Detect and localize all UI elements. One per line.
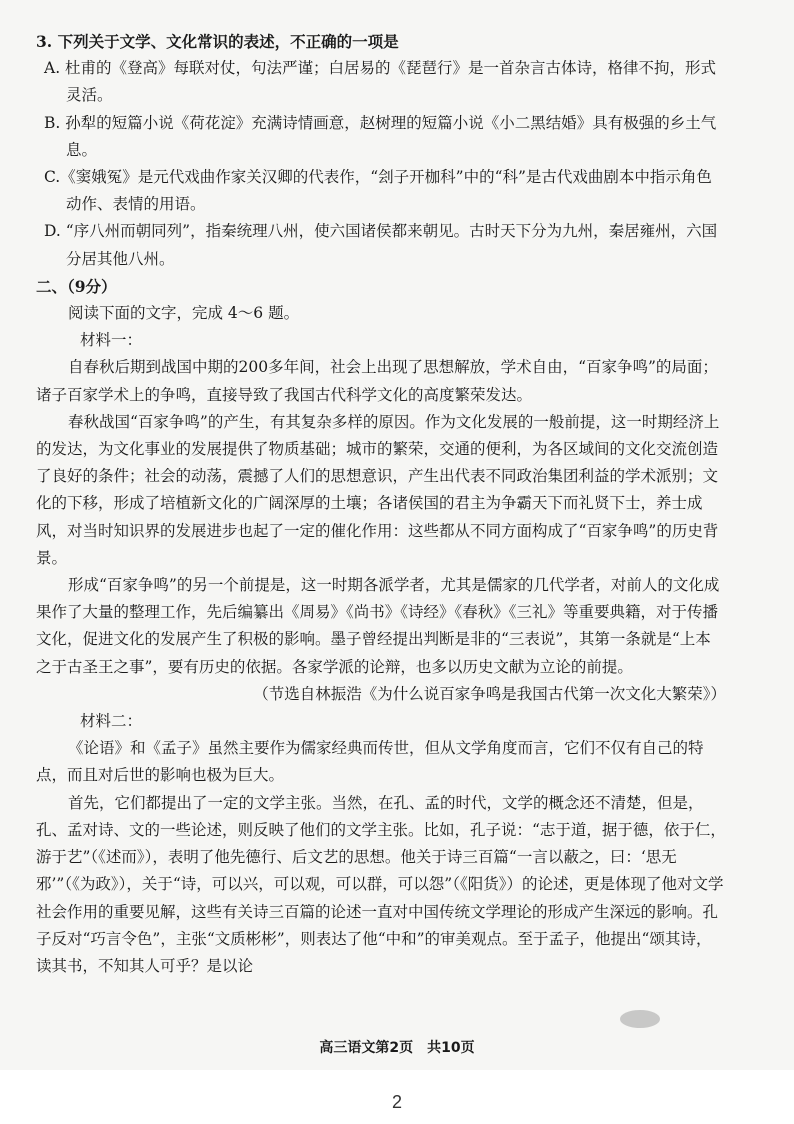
material-1-paragraph: 自春秋后期到战国中期的200多年间，社会上出现了思想解放，学术自由，“百家争鸣”的局面；诸子百家学术上的争鸣，直接导致了我国古代科学文化的高度繁荣发达。 [36, 358, 718, 404]
option-c: C.《窦娥冤》是元代戏曲作家关汉卿的代表作，“刽子开枷科”中的“科”是古代戏曲剧本中指示角色动作、表情的用语。 [44, 168, 712, 214]
section-instruction: 阅读下面的文字，完成 4～6 题。 [68, 304, 300, 323]
material-1-label: 材料一： [80, 331, 143, 350]
option-b: B. 孙犁的短篇小说《荷花淀》充满诗情画意，赵树理的短篇小说《小二黑结婚》具有极强的乡土气息。 [44, 113, 717, 159]
option-a: A. 杜甫的《登高》每联对仗，句法严谨；白居易的《琵琶行》是一首杂言古体诗，格律不拘，形式灵活。 [44, 59, 717, 105]
material-2-paragraph: 首先，它们都提出了一定的文学主张。当然，在孔、孟的时代，文学的概念还不清楚，但是，孔、孟对诗、文的一些论述，则反映了他们的文学主张。比如，孔子说：“志于道，据于德，依于仁，游于艺”（《述而》），表明了他先德行、后文艺的思想。他关于诗三百篇“一言以蔽之，曰：‘思无邪’”（《为政》），关于“诗，可以兴，可以观，可以群，可以怨”（《阳货》）的论述，更是体现了他对文学社会作用的重要见解，这些有关诗三百篇的论述一直对中国传统文学理论的形成产生深远的影响。孔子反对“巧言令色”，主张“文质彬彬”，则表达了他“中和”的审美观点。至于孟子，他提出“颂其诗，读其书，不知其人可乎？是以论 [36, 793, 726, 975]
section-heading: 二、（9分） [36, 276, 117, 296]
material-2-label: 材料二： [80, 712, 143, 731]
page-number: 2 [391, 1092, 402, 1112]
scan-smudge [620, 1010, 660, 1028]
question-3-title: 3. 下列关于文学、文化常识的表述，不正确的一项是 [36, 32, 399, 51]
page-content [36, 28, 726, 980]
material-2-paragraph: 《论语》和《孟子》虽然主要作为儒家经典而传世，但从文学角度而言，它们不仅有自己的特点，而且对后世的影响也极为巨大。 [36, 739, 704, 785]
material-1-paragraph: 形成“百家争鸣”的另一个前提是，这一时期各派学者，尤其是儒家的几代学者，对前人的文化成果作了大量的整理工作，先后编纂出《周易》《尚书》《诗经》《春秋》《三礼》等重要典籍，对于传播文化，促进文化的发展产生了积极的影响。墨子曾经提出判断是非的“三表说”，其第一条就是“上本之于古圣王之事”，要有历史的依据。各家学派的论辩，也多以历史文献为立论的前提。 [36, 576, 720, 676]
option-d: D. “序八州而朝同列”，指秦统理八州，使六国诸侯都来朝见。古时天下分为九州，秦居雍州，六国分居其他八州。 [44, 222, 718, 268]
material-1-paragraph: 春秋战国“百家争鸣”的产生，有其复杂多样的原因。作为文化发展的一般前提，这一时期经济上的发达，为文化事业的发展提供了物质基础；城市的繁荣，交通的便利，为各区域间的文化交流创造了良好的条件；社会的动荡，震撼了人们的思想意识，产生出代表不同政治集团利益的学术派别；文化的下移，形成了培植新文化的广阔深厚的土壤；各诸侯国的君主为争霸天下而礼贤下士，养士成风，对当时知识界的发展进步也起了一定的催化作用：这些都从不同方面构成了“百家争鸣”的历史背景。 [36, 412, 720, 567]
material-1-source: （节选自林振浩《为什么说百家争鸣是我国古代第一次文化大繁荣》） [253, 684, 726, 703]
page-footer: 高三语文第2页 共10页 [319, 1040, 475, 1056]
